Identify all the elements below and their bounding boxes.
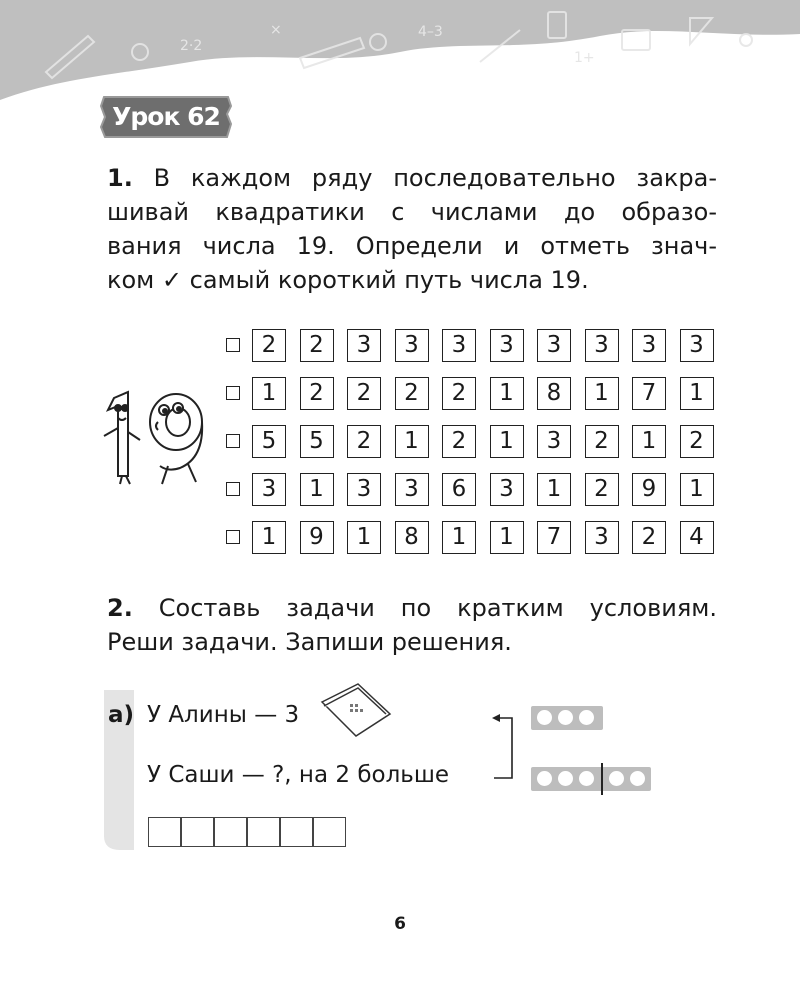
number-cell[interactable]: 1 bbox=[632, 425, 666, 458]
number-cell[interactable]: 9 bbox=[300, 521, 334, 554]
number-cell[interactable]: 2 bbox=[347, 425, 381, 458]
task2-line-2: Реши задачи. Запиши решения. bbox=[107, 628, 512, 656]
counter-dot bbox=[609, 771, 624, 786]
number-cell[interactable]: 1 bbox=[252, 521, 286, 554]
number-cell[interactable]: 1 bbox=[300, 473, 334, 506]
task1-text bbox=[107, 161, 717, 297]
notebook-icon bbox=[316, 682, 394, 738]
number-cell[interactable]: 7 bbox=[537, 521, 571, 554]
task1-line-4: ком ✓ самый короткий путь числа 19. bbox=[107, 266, 589, 294]
model-sasha-bar bbox=[531, 767, 651, 791]
task1-line-2: шивай квадратики с числами до образо- bbox=[107, 198, 717, 226]
task1-line-1: 1. В каждом ряду последовательно закра- bbox=[107, 164, 717, 192]
comparison-arrow bbox=[488, 704, 528, 786]
counter-dot bbox=[579, 710, 594, 725]
number-cell[interactable]: 2 bbox=[442, 377, 476, 410]
svg-text:2·2: 2·2 bbox=[180, 38, 203, 54]
answer-cell[interactable] bbox=[280, 817, 313, 847]
number-cell[interactable]: 3 bbox=[585, 329, 619, 362]
number-cell[interactable]: 1 bbox=[680, 377, 714, 410]
row-checkbox[interactable] bbox=[226, 482, 240, 496]
number-cell[interactable]: 2 bbox=[680, 425, 714, 458]
number-cell[interactable]: 2 bbox=[442, 425, 476, 458]
number-cell[interactable]: 4 bbox=[680, 521, 714, 554]
counter-dot bbox=[537, 771, 552, 786]
svg-text:×: × bbox=[270, 22, 282, 38]
number-cell[interactable]: 3 bbox=[347, 329, 381, 362]
answer-cell[interactable] bbox=[247, 817, 280, 847]
counter-dot bbox=[630, 771, 645, 786]
number-cell[interactable]: 6 bbox=[442, 473, 476, 506]
number-cell[interactable]: 3 bbox=[585, 521, 619, 554]
row-checkbox[interactable] bbox=[226, 386, 240, 400]
number-cell[interactable]: 3 bbox=[347, 473, 381, 506]
number-cell[interactable]: 3 bbox=[442, 329, 476, 362]
counter-dot bbox=[558, 771, 573, 786]
number-cell[interactable]: 8 bbox=[395, 521, 429, 554]
number-cell[interactable]: 3 bbox=[395, 329, 429, 362]
number-cell[interactable]: 2 bbox=[585, 473, 619, 506]
number-cell[interactable]: 1 bbox=[252, 377, 286, 410]
number-cell[interactable]: 2 bbox=[585, 425, 619, 458]
task2-number: 2. bbox=[107, 594, 133, 622]
answer-cell[interactable] bbox=[214, 817, 247, 847]
number-cell[interactable]: 3 bbox=[252, 473, 286, 506]
lesson-title: Урок 62 bbox=[112, 102, 220, 131]
row-checkbox[interactable] bbox=[226, 434, 240, 448]
number-cell[interactable]: 3 bbox=[395, 473, 429, 506]
briefcase-icon bbox=[622, 30, 650, 50]
number-cell[interactable]: 1 bbox=[347, 521, 381, 554]
answer-cell[interactable] bbox=[148, 817, 181, 847]
number-cell[interactable]: 1 bbox=[442, 521, 476, 554]
counter-dot bbox=[537, 710, 552, 725]
answer-cell[interactable] bbox=[313, 817, 346, 847]
row-checkbox[interactable] bbox=[226, 338, 240, 352]
number-cell[interactable]: 1 bbox=[395, 425, 429, 458]
counter-dot bbox=[558, 710, 573, 725]
number-cell[interactable]: 3 bbox=[680, 329, 714, 362]
counter-dot bbox=[579, 771, 594, 786]
number-cell[interactable]: 2 bbox=[395, 377, 429, 410]
number-cell[interactable]: 2 bbox=[300, 377, 334, 410]
number-cell[interactable]: 1 bbox=[490, 377, 524, 410]
page-number: 6 bbox=[394, 914, 406, 934]
row-checkbox[interactable] bbox=[226, 530, 240, 544]
task-a-line-1: У Алины — 3 bbox=[147, 702, 300, 728]
number-cell[interactable]: 3 bbox=[490, 473, 524, 506]
task1-line-3: вания числа 19. Определи и отметь знач- bbox=[107, 232, 717, 260]
number-cell[interactable]: 2 bbox=[347, 377, 381, 410]
number-19-mascot-illustration bbox=[98, 388, 214, 488]
svg-text:4–3: 4–3 bbox=[418, 24, 443, 40]
number-cell[interactable]: 2 bbox=[252, 329, 286, 362]
number-cell[interactable]: 1 bbox=[585, 377, 619, 410]
number-cell[interactable]: 9 bbox=[632, 473, 666, 506]
number-cell[interactable]: 5 bbox=[300, 425, 334, 458]
divider-mark bbox=[601, 763, 603, 795]
number-cell[interactable]: 8 bbox=[537, 377, 571, 410]
number-cell[interactable]: 3 bbox=[537, 329, 571, 362]
number-cell[interactable]: 7 bbox=[632, 377, 666, 410]
task-a-line-2: У Саши — ?, на 2 больше bbox=[147, 762, 450, 788]
number-cell[interactable]: 3 bbox=[537, 425, 571, 458]
answer-cell[interactable] bbox=[181, 817, 214, 847]
lesson-badge bbox=[100, 94, 232, 140]
number-cell[interactable]: 5 bbox=[252, 425, 286, 458]
svg-text:1+: 1+ bbox=[574, 50, 595, 66]
task-a-label: а) bbox=[108, 702, 135, 728]
number-cell[interactable]: 1 bbox=[490, 521, 524, 554]
task1-number: 1. bbox=[107, 164, 133, 192]
number-cell[interactable]: 3 bbox=[632, 329, 666, 362]
number-cell[interactable]: 2 bbox=[300, 329, 334, 362]
number-cell[interactable]: 1 bbox=[680, 473, 714, 506]
scissors-icon bbox=[740, 34, 752, 46]
task2-line-1: 2. Составь задачи по кратким условиям. bbox=[107, 594, 717, 622]
task2-text bbox=[107, 591, 717, 659]
model-alina-bar bbox=[531, 706, 603, 730]
number-cell[interactable]: 2 bbox=[632, 521, 666, 554]
number-cell[interactable]: 1 bbox=[537, 473, 571, 506]
number-cell[interactable]: 3 bbox=[490, 329, 524, 362]
number-cell[interactable]: 1 bbox=[490, 425, 524, 458]
